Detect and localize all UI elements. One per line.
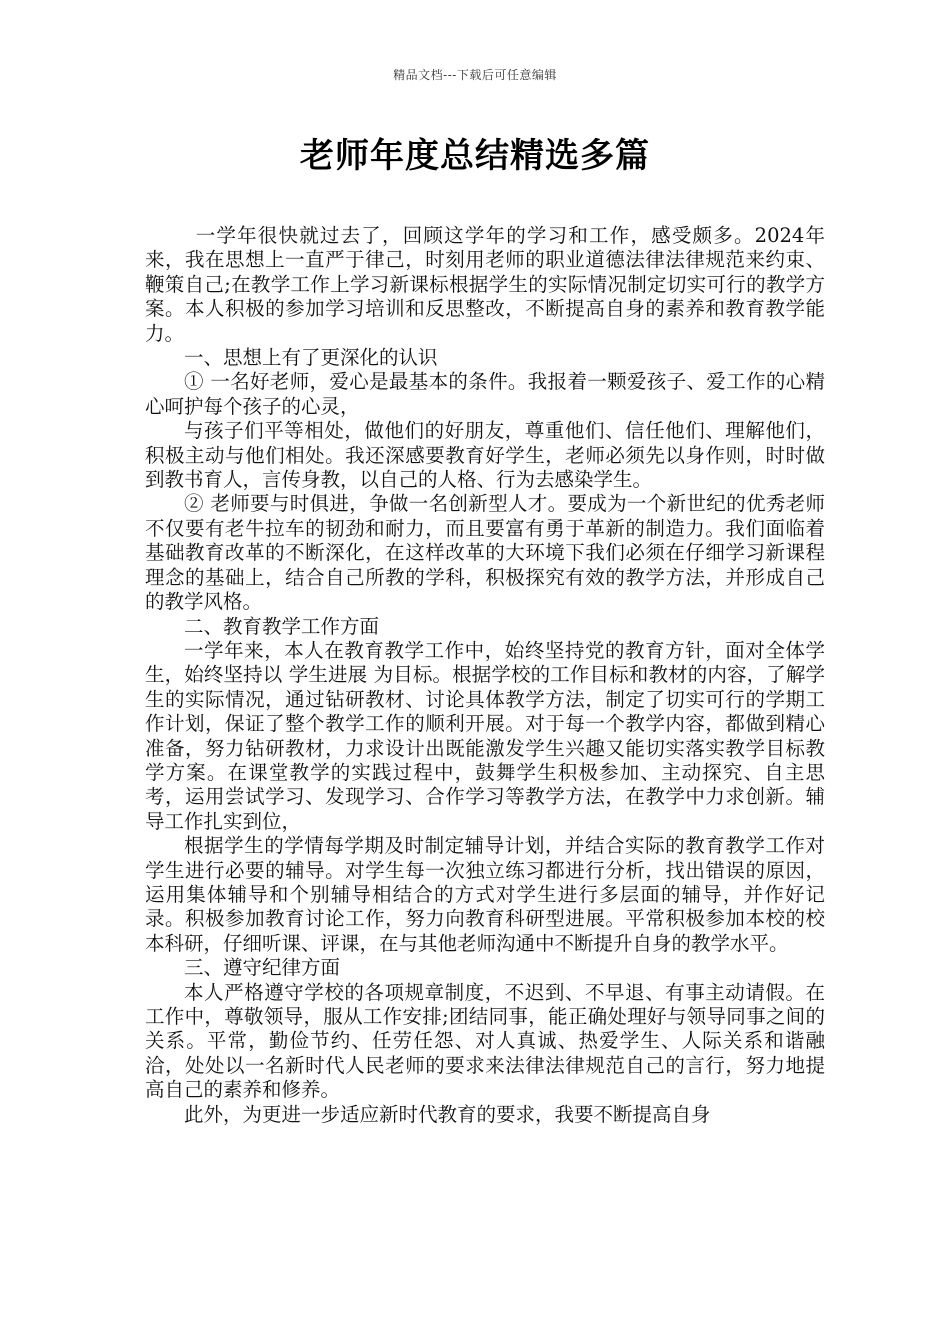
paragraph: ② 老师要与时俱进，争做一名创新型人才。要成为一个新世纪的优秀老师不仅要有老牛拉车的韧劲和耐力，而且要富有勇于革新的制造力。我们面临着基础教育改革的不断深化，在这样改革的大环境下我们必须在仔细学习新课程理念的基础上，结合自己所教的学科，积极探究有效的教学方法，并形成自己的教学风格。: [145, 492, 825, 614]
paragraph: 根据学生的学情每学期及时制定辅导计划，并结合实际的教育教学工作对学生进行必要的辅导。对学生每一次独立练习都进行分析，找出错误的原因，运用集体辅导和个别辅导相结合的方式对学生进行多层面的辅导，并作好记录。积极参加教育讨论工作，努力向教育科研型进展。平常积极参加本校的校本科研，仔细听课、评课，在与其他老师沟通中不断提升自身的教学水平。: [145, 834, 825, 955]
paragraph-intro: 一学年很快就过去了，回顾这学年的学习和工作，感受颇多。2024年来，我在思想上一直严于律己，时刻用老师的职业道德法律法律规范来约束、鞭策自己;在教学工作上学习新课标根据学生的实际情况制定切实可行的教学方案。本人积极的参加学习培训和反思整改，不断提高自身的素养和教育教学能力。: [145, 224, 825, 345]
paragraph: 此外，为更进一步适应新时代教育的要求，我要不断提高自身: [184, 1102, 711, 1126]
section-heading-1: 一、思想上有了更深化的认识: [184, 346, 438, 370]
paragraph: 与孩子们平等相处，做他们的好朋友，尊重他们、信任他们、理解他们，积极主动与他们相处。我还深感要教育好学生，老师必须先以身作则，时时做到教书育人，言传身教，以自己的人格、行为去感染学生。: [145, 419, 825, 492]
document-body: [145, 224, 825, 1127]
paragraph: 本人严格遵守学校的各项规章制度，不迟到、不早退、有事主动请假。在工作中，尊敬领导，服从工作安排;团结同事，能正确处理好与领导同事之间的关系。平常，勤俭节约、任劳任怨、对人真诚、热爱学生、人际关系和谐融洽，处处以一名新时代人民老师的要求来法律法律规范自己的言行，努力地提高自己的素养和修养。: [145, 980, 825, 1102]
section-heading-2: 二、教育教学工作方面: [184, 614, 380, 638]
header-note: 精品文档---下载后可任意编辑: [393, 68, 557, 82]
document-title: 老师年度总结精选多篇: [300, 136, 650, 176]
paragraph: ① 一名好老师，爱心是最基本的条件。我报着一颗爱孩子、爱工作的心精心呵护每个孩子的心灵，: [145, 370, 825, 418]
section-heading-3: 三、遵守纪律方面: [184, 956, 341, 980]
paragraph: 一学年来，本人在教育教学工作中，始终坚持党的教育方针，面对全体学生，始终坚持以 学生进展 为目标。根据学校的工作目标和教材的内容，了解学生的实际情况，通过钻研教材、讨论具体教学方法，制定了切实可行的学期工作计划，保证了整个教学工作的顺利开展。对于每一个教学内容，都做到精心准备，努力钻研教材，力求设计出既能激发学生兴趣又能切实落实教学目标教学方案。在课堂教学的实践过程中，鼓舞学生积极参加、主动探究、自主思考，运用尝试学习、发现学习、合作学习等教学方法，在教学中力求创新。辅导工作扎实到位，: [145, 638, 825, 833]
